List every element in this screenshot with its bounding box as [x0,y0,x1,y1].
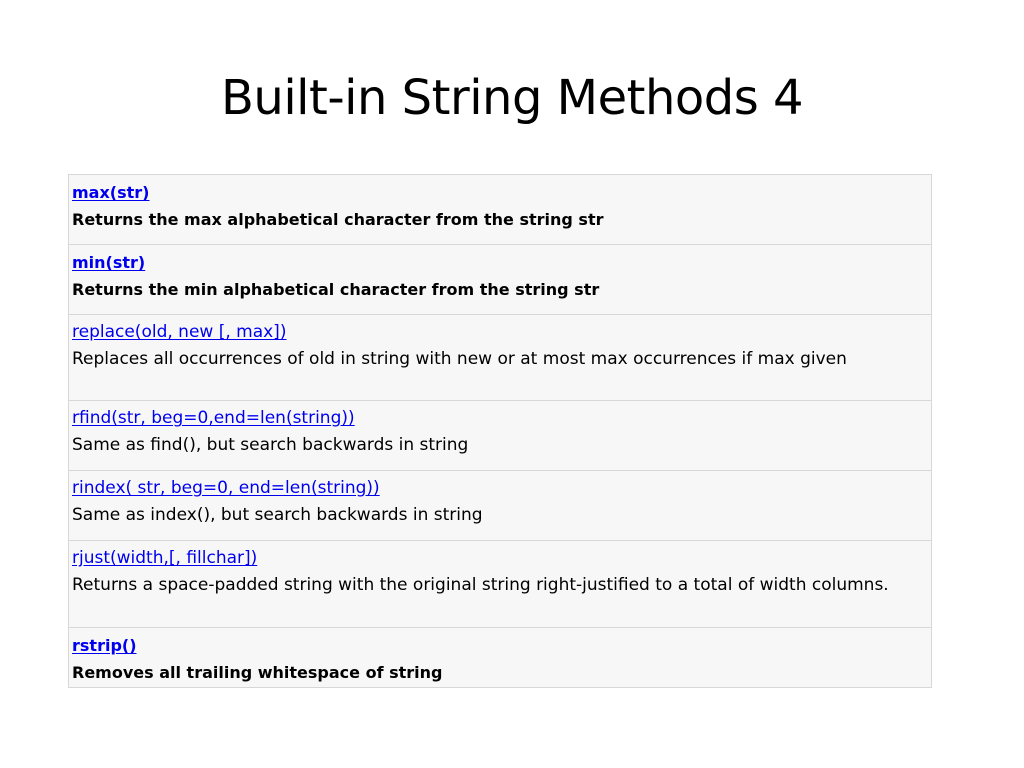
method-link-rjust[interactable]: rjust(width,[, fillchar]) [72,548,258,568]
method-description: Returns the max alphabetical character from the string str [72,210,604,229]
method-link-replace[interactable]: replace(old, new [, max]) [72,322,287,342]
method-link-rindex[interactable]: rindex( str, beg=0, end=len(string)) [72,478,380,498]
method-cell [69,628,932,688]
table-row [69,315,932,401]
method-cell [69,401,932,471]
method-cell [69,541,932,628]
method-link-max[interactable]: max(str) [72,183,150,202]
table-row [69,541,932,628]
slide-title: Built-in String Methods 4 [220,70,803,126]
method-description: Removes all trailing whitespace of string [72,663,443,682]
method-cell [69,315,932,401]
method-description: Returns a space-padded string with the original string right-justified to a total of width columns. [72,575,889,595]
method-description: Same as find(), but search backwards in string [72,435,469,455]
method-cell [69,175,932,245]
method-cell [69,471,932,541]
method-link-min[interactable]: min(str) [72,253,146,272]
table-row [69,628,932,688]
method-description: Replaces all occurrences of old in string with new or at most max occurrences if max given [72,349,847,369]
method-description: Same as index(), but search backwards in string [72,505,483,525]
method-link-rstrip[interactable]: rstrip() [72,636,137,655]
method-cell [69,245,932,315]
string-methods-table [68,174,932,688]
table-row [69,175,932,245]
table-row [69,245,932,315]
method-link-rfind[interactable]: rfind(str, beg=0,end=len(string)) [72,408,355,428]
method-description: Returns the min alphabetical character from the string str [72,280,600,299]
table-row [69,471,932,541]
table-row [69,401,932,471]
